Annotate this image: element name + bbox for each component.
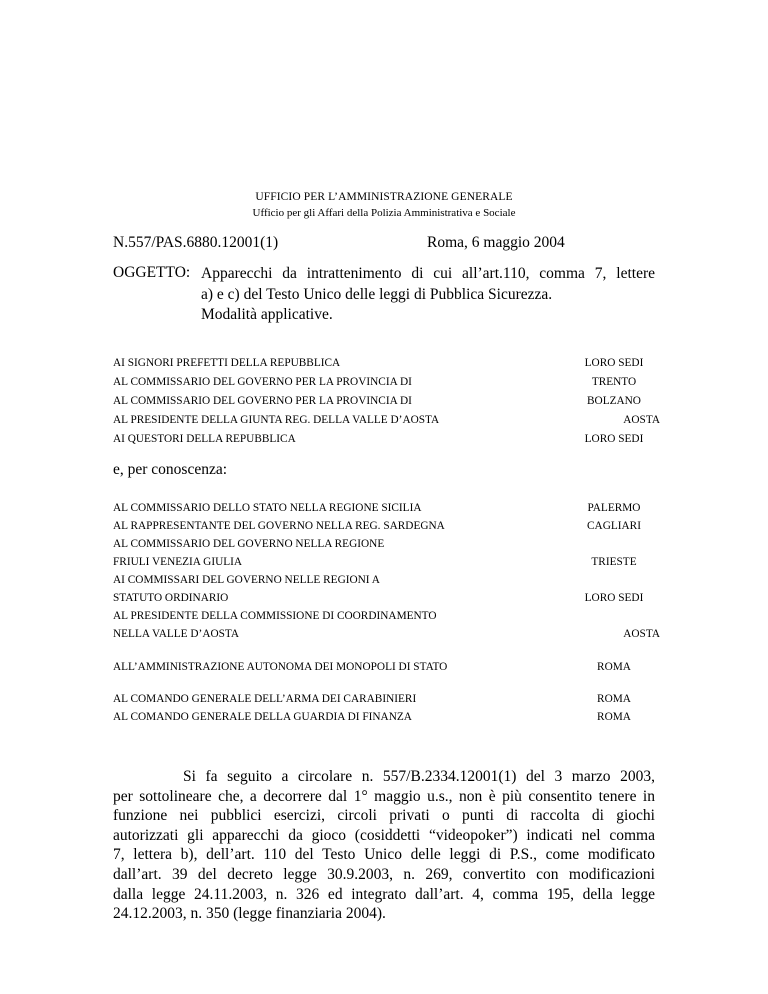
recipient-place: LORO SEDI — [584, 357, 644, 369]
cc-recipient-place: CAGLIARI — [587, 520, 641, 532]
cc-recipient-place: AOSTA — [623, 628, 660, 640]
subject-line: a) e c) del Testo Unico delle leggi di Pubblica Sicurezza. — [201, 285, 553, 303]
recipient-name: AI SIGNORI PREFETTI DELLA REPUBBLICA — [113, 357, 341, 369]
office-title: UFFICIO PER L’AMMINISTRAZIONE GENERALE — [255, 191, 513, 203]
cc-recipient-name: ALL’AMMINISTRAZIONE AUTONOMA DEI MONOPOLI DI STATO — [113, 661, 448, 673]
cc-recipient-name: FRIULI VENEZIA GIULIA — [113, 556, 243, 568]
cc-recipient-place: PALERMO — [587, 502, 641, 514]
body-line: Si fa seguito a circolare n. 557/B.2334.12001(1) del 3 marzo 2003, — [183, 768, 655, 785]
cc-recipient-name: AL COMANDO GENERALE DELL’ARMA DEI CARABINIERI — [113, 693, 417, 705]
protocol-number: N.557/PAS.6880.12001(1) — [113, 234, 279, 251]
cc-recipient-name: AI COMMISSARI DEL GOVERNO NELLE REGIONI A — [113, 574, 380, 586]
subject-line: Apparecchi da intrattenimento di cui all’art.110, comma 7, lettere — [201, 265, 655, 282]
recipient-name: AL COMMISSARIO DEL GOVERNO PER LA PROVINCIA DI — [113, 376, 412, 388]
cc-recipient-place: LORO SEDI — [584, 592, 644, 604]
office-subtitle: Ufficio per gli Affari della Polizia Amministrativa e Sociale — [252, 207, 516, 219]
subject-line: Modalità applicative. — [201, 306, 333, 323]
cc-recipient-name: STATUTO ORDINARIO — [113, 592, 229, 604]
cc-recipient-name: AL COMANDO GENERALE DELLA GUARDIA DI FINANZA — [113, 711, 412, 723]
body-line: dall’art. 39 del decreto legge 30.9.2003, n. 269, convertito con modificazioni — [113, 865, 655, 883]
body-line: 24.12.2003, n. 350 (legge finanziaria 2004). — [113, 905, 386, 923]
cc-recipient-place: ROMA — [597, 693, 631, 705]
recipient-place: AOSTA — [623, 414, 660, 426]
subject-label: OGGETTO: — [113, 264, 191, 281]
body-line: funzione nei pubblici esercizi, circoli privati o punti di raccolta di giochi — [113, 807, 655, 825]
recipient-name: AL COMMISSARIO DEL GOVERNO PER LA PROVINCIA DI — [113, 395, 412, 407]
cc-recipient-place: ROMA — [597, 661, 631, 673]
cc-recipient-place: TRIESTE — [591, 556, 637, 568]
cc-recipient-name: AL RAPPRESENTANTE DEL GOVERNO NELLA REG. SARDEGNA — [113, 520, 445, 532]
cc-recipient-name: AL PRESIDENTE DELLA COMMISSIONE DI COORDINAMENTO — [113, 610, 437, 622]
recipient-place: LORO SEDI — [584, 433, 644, 445]
subject-text — [201, 264, 655, 326]
recipient-place: BOLZANO — [587, 395, 641, 407]
body-line: dalla legge 24.11.2003, n. 326 ed integrato dall’art. 4, comma 195, della legge — [113, 885, 655, 903]
cc-label: e, per conoscenza: — [113, 461, 228, 478]
cc-recipient-name: AL COMMISSARIO DEL GOVERNO NELLA REGIONE — [113, 538, 385, 550]
recipient-name: AI QUESTORI DELLA REPUBBLICA — [113, 433, 296, 445]
recipient-place: TRENTO — [591, 376, 637, 388]
cc-recipient-place: ROMA — [597, 711, 631, 723]
document-date: Roma, 6 maggio 2004 — [427, 234, 565, 251]
body-line: autorizzati gli apparecchi da gioco (cosiddetti “videopoker”) indicati nel comma — [113, 826, 655, 844]
body-paragraph — [113, 767, 655, 924]
recipient-name: AL PRESIDENTE DELLA GIUNTA REG. DELLA VALLE D’AOSTA — [113, 414, 440, 426]
body-line: per sottolineare che, a decorrere dal 1° maggio u.s., non è più consentito tenere in — [113, 787, 655, 805]
cc-recipient-name: NELLA VALLE D’AOSTA — [113, 628, 240, 640]
cc-recipient-name: AL COMMISSARIO DELLO STATO NELLA REGIONE SICILIA — [113, 502, 422, 514]
body-line: 7, lettera b), dell’art. 110 del Testo Unico delle leggi di P.S., come modificato — [113, 846, 655, 864]
